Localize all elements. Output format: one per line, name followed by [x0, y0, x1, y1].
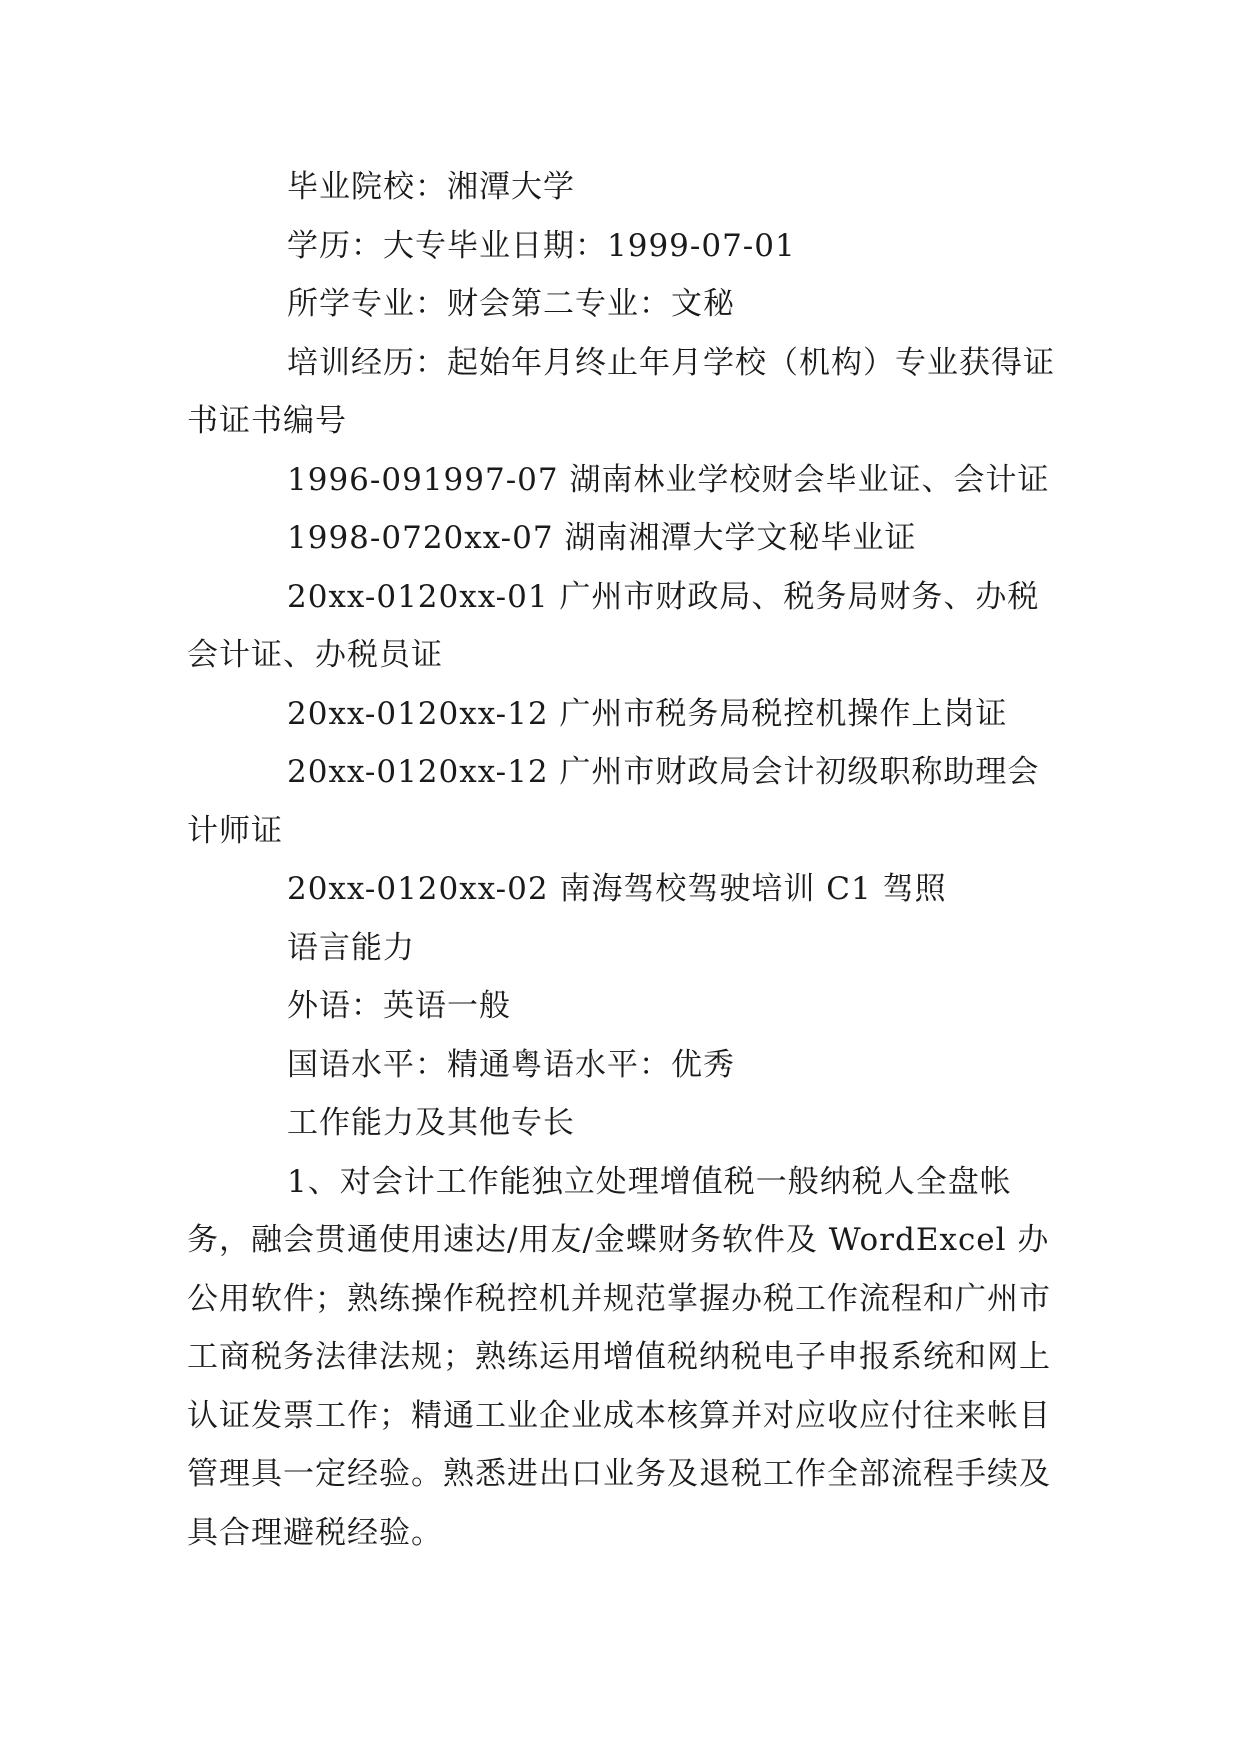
skills-paragraph: 1、对会计工作能独立处理增值税一般纳税人全盘帐务，融会贯通使用速达/用友/金蝶财务软件及 WordExcel 办公用软件；熟练操作税控机并规范掌握办税工作流程和广州市工商税务法律法规；熟练运用增值税纳税电子申报系统和网上认证发票工作；精通工业企业成本核算并对应收应付往来帐目管理具一定经验。熟悉进出口业务及退税工作全部流程手续及具合理避税经验。 — [187, 1163, 1051, 1551]
foreign-language-line: 外语：英语一般 — [287, 988, 511, 1024]
training-header-line: 培训经历：起始年月终止年月学校（机构）专业获得证书证书编号 — [187, 344, 1055, 439]
training-entry-3: 20xx-0120xx-01 广州市财政局、税务局财务、办税会计证、办税员证 — [187, 578, 1040, 673]
training-entry-2: 1998-0720xx-07 湖南湘潭大学文秘毕业证 — [287, 520, 917, 556]
skills-heading: 工作能力及其他专长 — [287, 1105, 575, 1141]
education-line: 学历：大专毕业日期：1999-07-01 — [287, 227, 796, 264]
mandarin-cantonese-line: 国语水平：精通粤语水平：优秀 — [287, 1046, 735, 1083]
training-entry-5: 20xx-0120xx-12 广州市财政局会计初级职称助理会计师证 — [187, 754, 1040, 849]
training-entry-1: 1996-091997-07 湖南林业学校财会毕业证、会计证 — [287, 461, 1050, 498]
major-line: 所学专业：财会第二专业：文秘 — [287, 286, 735, 322]
training-entry-6: 20xx-0120xx-02 南海驾校驾驶培训 C1 驾照 — [287, 871, 947, 907]
training-entry-4: 20xx-0120xx-12 广州市税务局税控机操作上岗证 — [287, 695, 1008, 732]
language-heading: 语言能力 — [287, 929, 415, 966]
document-body — [187, 158, 1057, 1562]
graduate-school-line: 毕业院校：湘潭大学 — [287, 169, 575, 205]
